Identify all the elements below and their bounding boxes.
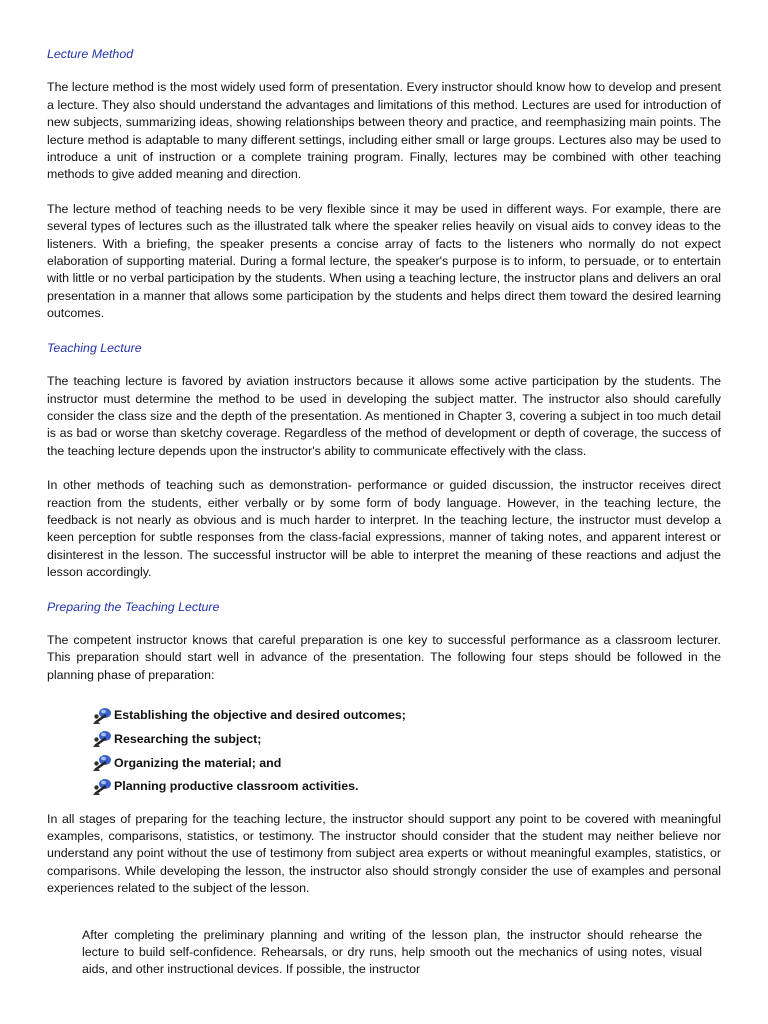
list-item (91, 725, 721, 749)
paragraph: The competent instructor knows that careful preparation is one key to successful performance as a classroom lecturer. This preparation should start well in advance of the presentation. The following four steps should be followed in the planning phase of preparation: (47, 632, 721, 682)
list-item (91, 772, 721, 796)
step-text: Researching the subject; (114, 731, 262, 746)
step-text: Planning productive classroom activities. (114, 779, 359, 794)
steps-list (91, 701, 721, 795)
person-pin-icon (91, 730, 113, 748)
paragraph: The lecture method of teaching needs to be very flexible since it may be used in different ways. For example, there are several types of lectures such as the illustrated talk where the speaker relies heavily on visual aids to convey ideas to the listeners. With a briefing, the speaker presents a concise array of facts to the listeners who normally do not expect elaboration of supporting material. During a formal lecture, the speaker's purpose is to inform, to persuade, or to entertain with little or no verbal participation by the students. When using a teaching lecture, the instructor plans and delivers an oral presentation in a manner that allows some participation by the students and helps direct them toward the desired learning outcomes. (47, 201, 721, 321)
heading-lecture-method: Lecture Method (47, 47, 134, 61)
person-pin-icon (91, 778, 113, 796)
indented-paragraph: After completing the preliminary planning and writing of the lesson plan, the instructor should rehearse the lecture to build self-confidence. Rehearsals, or dry runs, help smooth out the mechanics of using notes, visual aids, and other instructional devices. If possible, the instructor (82, 927, 702, 977)
heading-teaching-lecture: Teaching Lecture (47, 340, 142, 355)
paragraph: The lecture method is the most widely used form of presentation. Every instructor should know how to develop and present a lecture. They also should understand the advantages and limitations of this method. Lectures are used for introduction of new subjects, summarizing ideas, showing relationships between theory and practice, and reemphasizing main points. The lecture method is adaptable to many different settings, including either small or large groups. Lectures also may be used to introduce a unit of instruction or a complete training program. Finally, lectures may be combined with other teaching methods to give added meaning and direction. (47, 80, 721, 182)
person-pin-icon (91, 707, 113, 725)
step-text: Organizing the material; and (114, 755, 282, 770)
paragraph: In other methods of teaching such as demonstration- performance or guided discussion, the instructor receives direct reaction from the students, either verbally or by some form of body language. However, in the teaching lecture, the feedback is not nearly as obvious and is much harder to interpret. In the teaching lecture, the instructor must develop a keen perception for subtle responses from the class-facial expressions, manner of taking notes, and apparent interest or disinterest in the lesson. The successful instructor will be able to interpret the meaning of these reactions and adjust the lesson accordingly. (47, 478, 721, 580)
list-item (91, 701, 721, 725)
list-item (91, 748, 721, 772)
person-pin-icon (91, 754, 113, 772)
step-text: Establishing the objective and desired outcomes; (114, 708, 406, 723)
heading-preparing-teaching-lecture: Preparing the Teaching Lecture (47, 599, 220, 614)
document-page (47, 46, 721, 979)
paragraph: In all stages of preparing for the teaching lecture, the instructor should support any point to be covered with meaningful examples, comparisons, statistics, or testimony. The instructor should consider that the student may neither believe nor understand any point without the use of testimony from subject area experts or without meaningful examples, statistics, or comparisons. While developing the lesson, the instructor also should strongly consider the use of examples and personal experiences related to the subject of the lesson. (47, 811, 721, 896)
paragraph: The teaching lecture is favored by aviation instructors because it allows some active participation by the students. The instructor must determine the method to be used in developing the subject matter. The instructor also should carefully consider the class size and the depth of the presentation. As mentioned in Chapter 3, covering a subject in too much detail is as bad or worse than sketchy coverage. Regardless of the method of development or depth of coverage, the success of the teaching lecture depends upon the instructor's ability to communicate effectively with the class. (47, 374, 721, 458)
